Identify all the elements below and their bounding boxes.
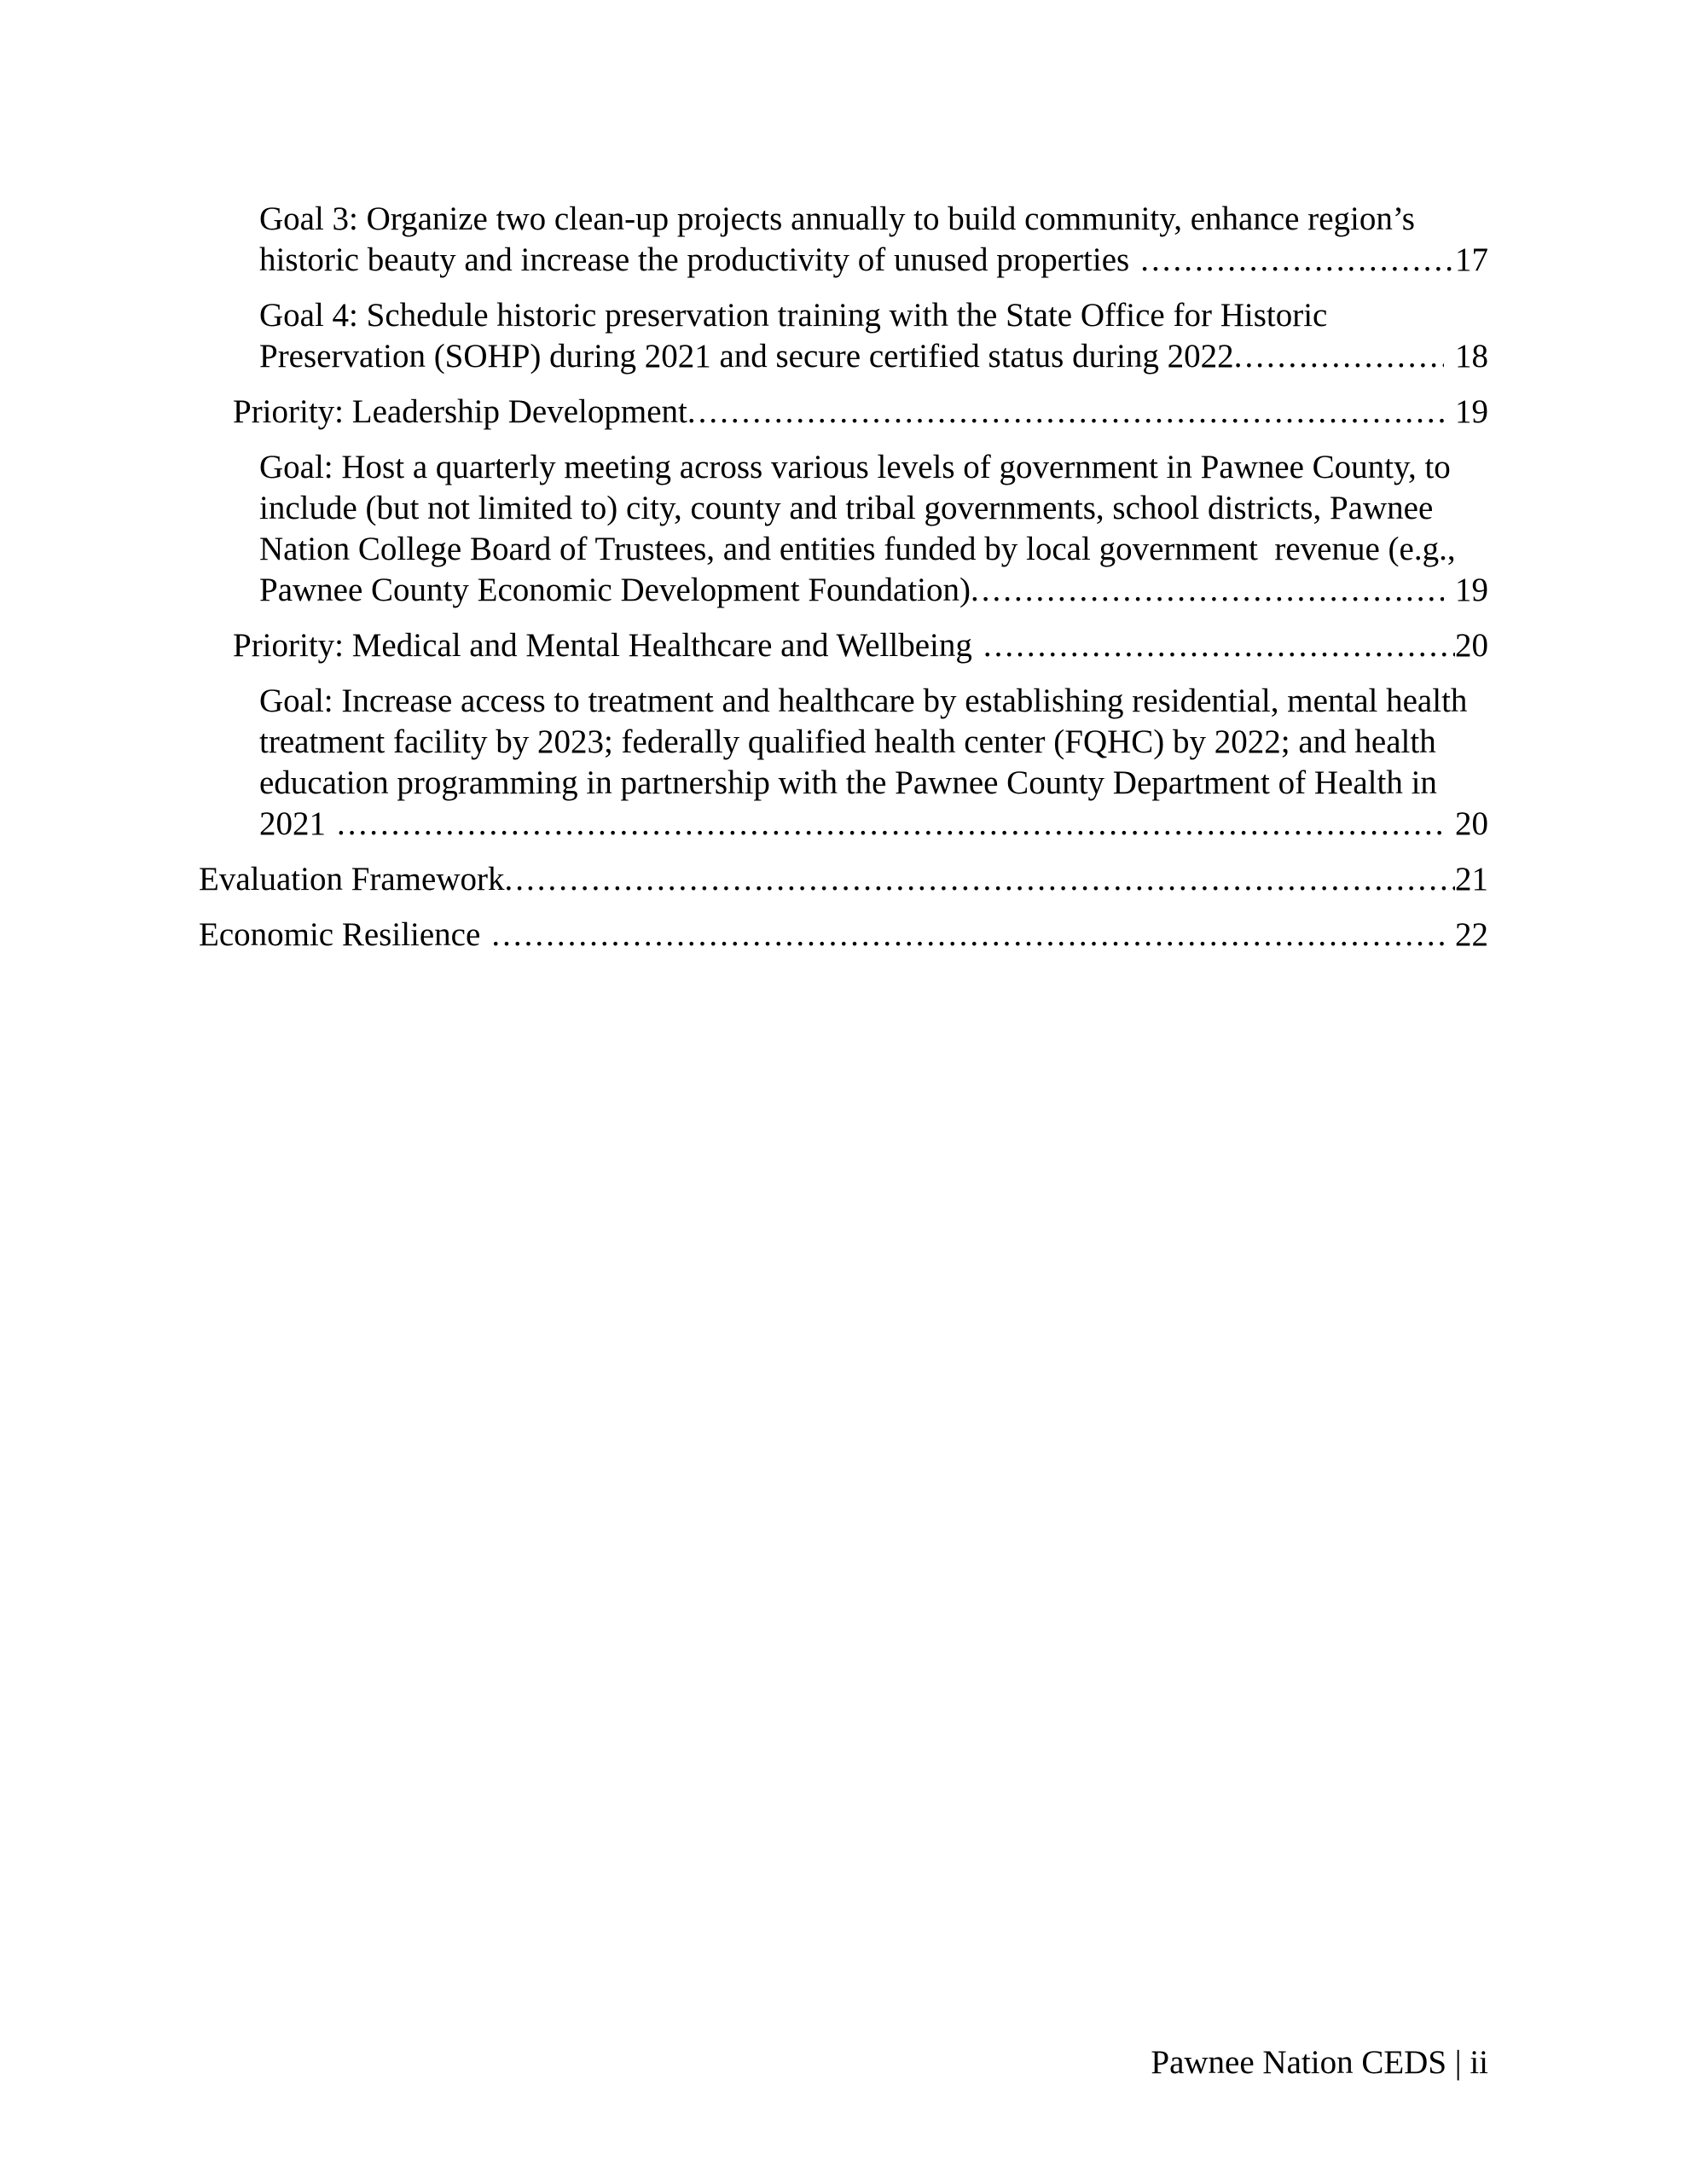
toc-entry-priority-leadership-development[interactable]: [233, 392, 1488, 433]
dot-leader: [1140, 240, 1455, 281]
toc-entry-line[interactable]: education programming in partnership with the Pawnee County Department of Health in: [259, 764, 1437, 801]
toc-page-number[interactable]: 19: [1455, 393, 1488, 430]
toc-entry-text[interactable]: Priority: Leadership Development: [233, 393, 687, 430]
toc-entry-line[interactable]: Goal: Host a quarterly meeting across various levels of government in Pawnee County, to: [259, 449, 1451, 485]
footer-separator: |: [1446, 2044, 1470, 2081]
toc-entry-line[interactable]: Goal 4: Schedule historic preservation training with the State Office for Historic: [259, 297, 1328, 334]
toc-entry-text[interactable]: Economic Resilience: [199, 916, 481, 953]
toc-entry-text[interactable]: Priority: Medical and Mental Healthcare and Wellbeing: [233, 627, 972, 664]
dot-leader: [983, 625, 1455, 666]
dot-leader: [491, 915, 1444, 956]
toc-page-number[interactable]: 17: [1455, 241, 1488, 278]
table-of-contents: [199, 199, 1488, 970]
toc-entry-text[interactable]: Pawnee County Economic Development Foundation): [259, 572, 971, 608]
toc-entry-goal-4[interactable]: [259, 295, 1488, 377]
footer-page-number: ii: [1470, 2044, 1488, 2081]
toc-entry-goal-3[interactable]: [259, 199, 1488, 281]
toc-entry-goal-increase-access[interactable]: [259, 681, 1488, 845]
toc-entry-text[interactable]: Evaluation Framework: [199, 861, 505, 897]
toc-page-number[interactable]: 19: [1455, 572, 1488, 608]
toc-entry-economic-resilience[interactable]: [199, 915, 1488, 956]
footer-document-title: Pawnee Nation CEDS: [1151, 2044, 1447, 2081]
toc-page-number[interactable]: 20: [1455, 805, 1488, 842]
dot-leader: [687, 392, 1444, 433]
dot-leader: [971, 570, 1444, 611]
toc-page-number[interactable]: 20: [1455, 627, 1488, 664]
toc-entry-line[interactable]: include (but not limited to) city, county and tribal governments, school districts, Pawnee: [259, 490, 1434, 526]
toc-entry-line[interactable]: Nation College Board of Trustees, and entities funded by local government revenue (e.g.,: [259, 531, 1456, 567]
toc-page-number[interactable]: 21: [1455, 861, 1488, 897]
toc-entry-goal-host-quarterly-meeting[interactable]: [259, 447, 1488, 611]
toc-entry-line[interactable]: Goal: Increase access to treatment and healthcare by establishing residential, mental health: [259, 682, 1468, 719]
toc-entry-line[interactable]: treatment facility by 2023; federally qualified health center (FQHC) by 2022; and health: [259, 723, 1436, 760]
toc-page-number[interactable]: 18: [1455, 338, 1488, 375]
dot-leader: [337, 804, 1444, 845]
toc-entry-priority-medical-mental-healthcare[interactable]: [233, 625, 1488, 666]
page-footer: [1117, 2001, 1488, 2124]
dot-leader: [504, 859, 1455, 900]
toc-entry-evaluation-framework[interactable]: [199, 859, 1488, 900]
toc-entry-line[interactable]: Goal 3: Organize two clean-up projects annually to build community, enhance region’s: [259, 200, 1415, 237]
toc-entry-text[interactable]: historic beauty and increase the productivity of unused properties: [259, 241, 1130, 278]
toc-entry-text[interactable]: Preservation (SOHP) during 2021 and secure certified status during 2022: [259, 338, 1234, 375]
toc-page-number[interactable]: 22: [1455, 916, 1488, 953]
toc-entry-text[interactable]: 2021: [259, 805, 326, 842]
dot-leader: [1234, 336, 1444, 377]
